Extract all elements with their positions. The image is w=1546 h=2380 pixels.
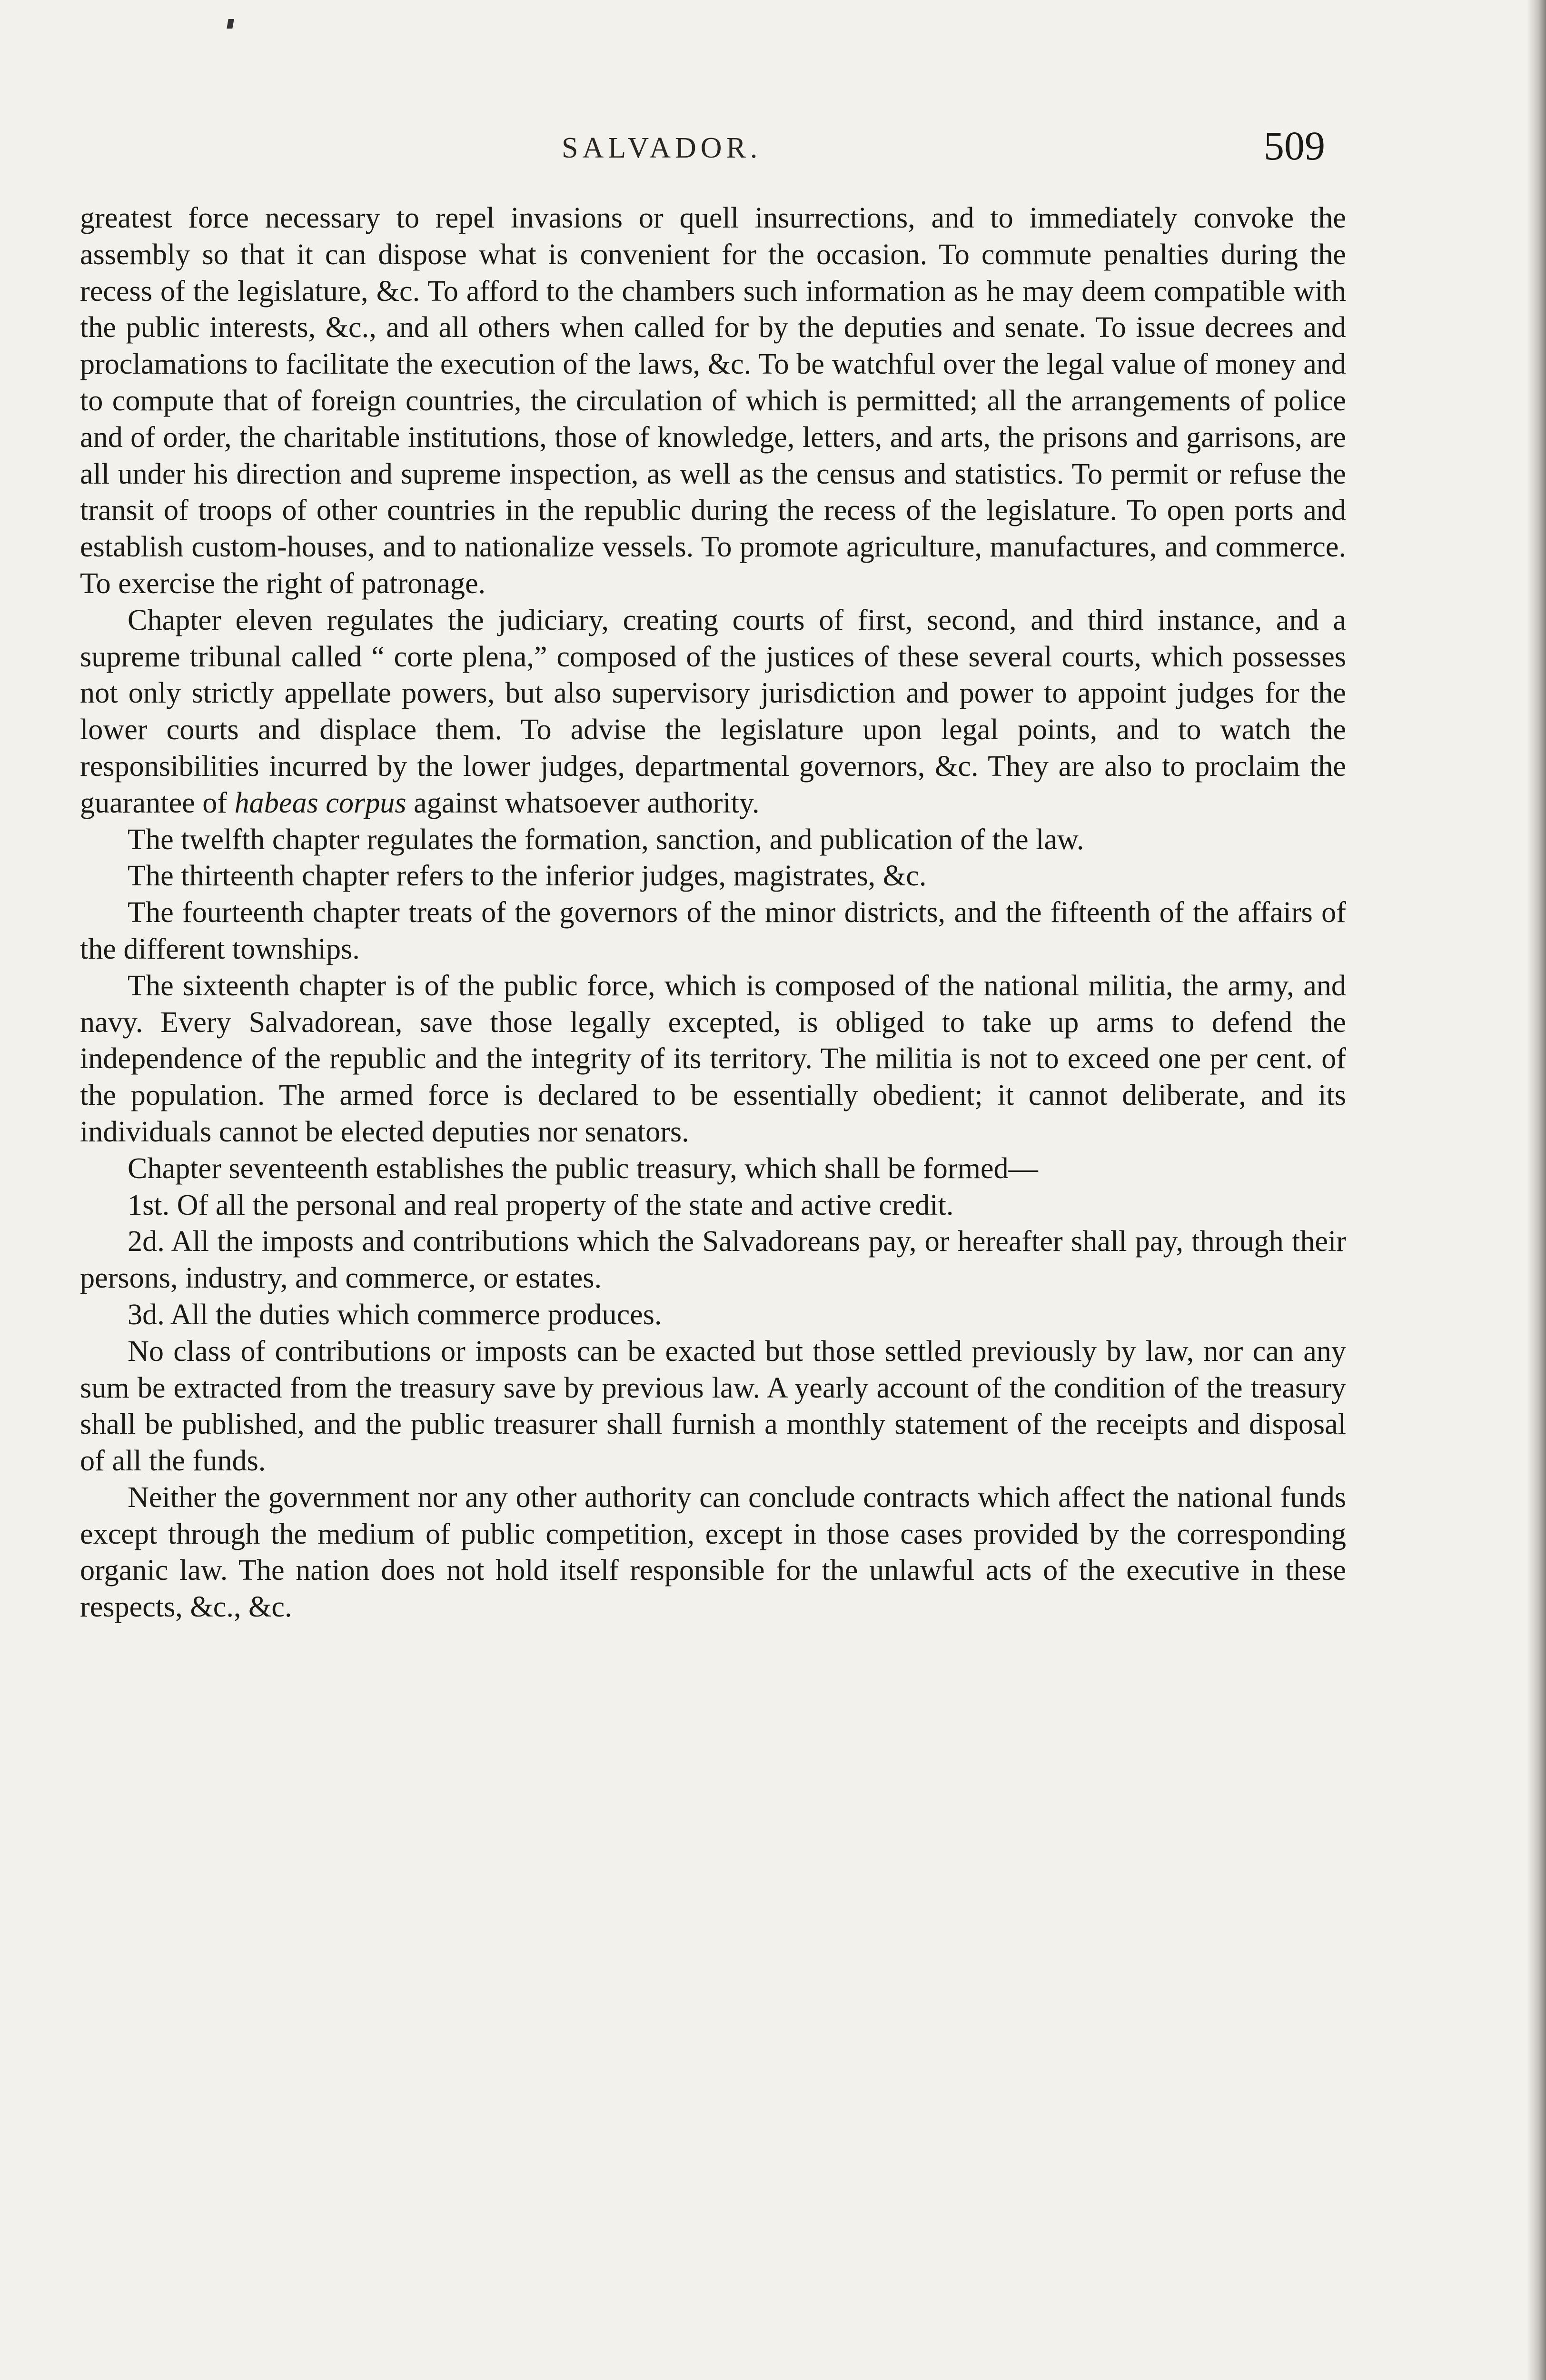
text-segment: 3d. All the duties which commerce produces. bbox=[128, 1298, 662, 1331]
running-title: SALVADOR. bbox=[562, 132, 762, 164]
paragraph bbox=[80, 968, 1346, 1150]
text-segment: Neither the government nor any other authority can conclude contracts which affect the national funds except through the medium of public competition, except in those cases provided by the corresponding organic law. The nation does not hold itself responsible for the unlawful acts of the executive in these respects, &c., &c. bbox=[80, 1481, 1346, 1624]
running-head bbox=[0, 122, 1546, 174]
paragraph bbox=[80, 1479, 1346, 1626]
text-segment: The thirteenth chapter refers to the inferior judges, magistrates, &c. bbox=[128, 860, 927, 892]
paragraph bbox=[80, 1150, 1346, 1187]
printer-mark bbox=[227, 19, 234, 29]
paragraph bbox=[80, 602, 1346, 822]
text-segment: No class of contributions or imposts can be exacted but those settled previously by law, nor can any sum be extracted from the treasury save by previous law. A yearly account of the condition of the treasury shall be published, and the public treasurer shall furnish a monthly statement of the receipts and disposal of all the funds. bbox=[80, 1335, 1346, 1478]
text-segment: 1st. Of all the personal and real property of the state and active credit. bbox=[128, 1189, 954, 1221]
page-edge-shadow bbox=[1527, 0, 1546, 2380]
paragraph bbox=[80, 822, 1346, 858]
text-segment: The twelfth chapter regulates the formation, sanction, and publication of the law. bbox=[128, 823, 1084, 856]
body-text bbox=[80, 200, 1346, 1626]
text-segment: Chapter seventeenth establishes the public treasury, which shall be formed— bbox=[128, 1152, 1038, 1185]
paragraph bbox=[80, 858, 1346, 894]
paragraph bbox=[80, 1187, 1346, 1224]
text-segment: 2d. All the imposts and contributions which the Salvadoreans pay, or hereafter shall pay, through their persons, industry, and commerce, or estates. bbox=[80, 1225, 1346, 1295]
paragraph bbox=[80, 1297, 1346, 1333]
page-number: 509 bbox=[1264, 123, 1325, 169]
paragraph bbox=[80, 1333, 1346, 1479]
text-segment: Chapter eleven regulates the judiciary, creating courts of first, second, and third instance, and a supreme tribunal called “ corte plena,” composed of the justices of these several courts, which possesses not only strictly appellate powers, but also supervisory jurisdiction and power to appoint judges for the lower courts and displace them. To advise the legislature upon legal points, and to watch the responsibilities incurred by the lower judges, departmental governors, &c. They are also to proclaim the guarantee of bbox=[80, 604, 1346, 819]
text-segment: The sixteenth chapter is of the public force, which is composed of the national militia, the army, and navy. Every Salvadorean, save those legally excepted, is obliged to take up arms to defend the independence of the republic and the integrity of its territory. The militia is not to exceed one per cent. of the population. The armed force is declared to be essentially obedient; it cannot deliberate, and its individuals cannot be elected deputies nor senators. bbox=[80, 969, 1346, 1148]
paragraph bbox=[80, 1223, 1346, 1297]
text-segment: The fourteenth chapter treats of the governors of the minor districts, and the fifteenth of the affairs of the different townships. bbox=[80, 896, 1346, 965]
italic-phrase: habeas corpus bbox=[234, 786, 406, 819]
paragraph bbox=[80, 894, 1346, 968]
text-segment: greatest force necessary to repel invasions or quell insurrections, and to immediately convoke the assembly so that it can dispose what is convenient for the occasion. To commute penalties during the recess of the legislature, &c. To afford to the chambers such information as he may deem compatible with the public interests, &c., and all others when called for by the deputies and senate. To issue decrees and proclamations to facilitate the execution of the laws, &c. To be watchful over the legal value of money and to compute that of foreign countries, the circulation of which is permitted; all the arrangements of police and of order, the charitable institutions, those of knowledge, letters, and arts, the prisons and garrisons, are all under his direction and supreme inspection, as well as the census and statistics. To permit or refuse the transit of troops of other countries in the republic during the recess of the legislature. To open ports and establish custom-houses, and to nationalize vessels. To promote agriculture, manufactures, and commerce. To exercise the right of patronage. bbox=[80, 202, 1346, 600]
paragraph bbox=[80, 200, 1346, 602]
text-segment: against whatsoever authority. bbox=[406, 786, 760, 819]
